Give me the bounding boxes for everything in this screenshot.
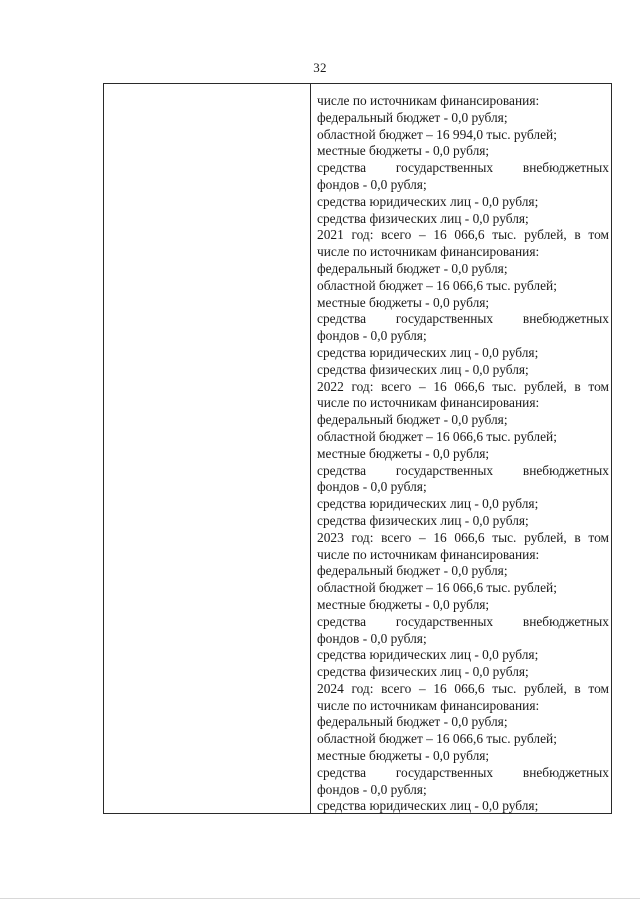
funding-line: областной бюджет – 16 066,6 тыс. рублей; <box>317 731 557 747</box>
funding-line: местные бюджеты - 0,0 рубля; <box>317 445 490 461</box>
funding-line: числе по источникам финансирования: <box>317 395 540 411</box>
funding-line: федеральный бюджет - 0,0 рубля; <box>317 412 508 428</box>
page-number: 32 <box>313 60 327 75</box>
funding-line: средства государственных внебюджетных <box>317 462 609 478</box>
funding-line: областной бюджет – 16 994,0 тыс. рублей; <box>317 126 557 142</box>
funding-line: областной бюджет – 16 066,6 тыс. рублей; <box>317 277 557 293</box>
funding-line: средства государственных внебюджетных <box>317 311 609 327</box>
funding-line: 2023 год: всего – 16 066,6 тыс. рублей, в том <box>317 529 609 545</box>
funding-line: федеральный бюджет - 0,0 рубля; <box>317 563 508 579</box>
funding-line: фондов - 0,0 рубля; <box>317 630 427 646</box>
funding-line: числе по источникам финансирования: <box>317 93 540 108</box>
funding-line: федеральный бюджет - 0,0 рубля; <box>317 109 508 125</box>
funding-line: средства физических лиц - 0,0 рубля; <box>317 512 529 528</box>
funding-line: числе по источникам финансирования: <box>317 697 540 713</box>
funding-line: 2021 год: всего – 16 066,6 тыс. рублей, в том <box>317 227 609 243</box>
funding-line: средства государственных внебюджетных <box>317 613 609 629</box>
funding-line: областной бюджет – 16 066,6 тыс. рублей; <box>317 580 557 596</box>
funding-line: средства физических лиц - 0,0 рубля; <box>317 361 529 377</box>
funding-line: средства юридических лиц - 0,0 рубля; <box>317 193 539 209</box>
funding-line: федеральный бюджет - 0,0 рубля; <box>317 260 508 276</box>
funding-line: 2022 год: всего – 16 066,6 тыс. рублей, в том <box>317 378 609 394</box>
funding-line: числе по источникам финансирования: <box>317 546 540 562</box>
funding-line: средства государственных внебюджетных <box>317 764 609 780</box>
funding-line: средства государственных внебюджетных <box>317 160 609 176</box>
funding-line: средства юридических лиц - 0,0 рубля; <box>317 647 539 663</box>
document-table <box>103 83 612 814</box>
funding-line: средства юридических лиц - 0,0 рубля; <box>317 344 539 360</box>
funding-line: местные бюджеты - 0,0 рубля; <box>317 294 490 310</box>
funding-line: фондов - 0,0 рубля; <box>317 781 427 797</box>
funding-line: федеральный бюджет - 0,0 рубля; <box>317 714 508 730</box>
funding-line: числе по источникам финансирования: <box>317 244 540 260</box>
funding-line: местные бюджеты - 0,0 рубля; <box>317 748 490 764</box>
funding-line: фондов - 0,0 рубля; <box>317 479 427 495</box>
page-bottom-edge <box>0 898 640 899</box>
table-cell-funding-details <box>311 84 611 813</box>
funding-line: областной бюджет – 16 066,6 тыс. рублей; <box>317 428 557 444</box>
funding-line: средства физических лиц - 0,0 рубля; <box>317 210 529 226</box>
funding-line: средства физических лиц - 0,0 рубля; <box>317 664 529 680</box>
funding-line: средства юридических лиц - 0,0 рубля; <box>317 496 539 512</box>
funding-line: местные бюджеты - 0,0 рубля; <box>317 596 490 612</box>
table-cell-left-empty <box>104 84 311 813</box>
funding-line: фондов - 0,0 рубля; <box>317 328 427 344</box>
funding-line: фондов - 0,0 рубля; <box>317 176 427 192</box>
funding-line: средства юридических лиц - 0,0 рубля; <box>317 798 539 813</box>
funding-line: 2024 год: всего – 16 066,6 тыс. рублей, в том <box>317 680 609 696</box>
funding-line: местные бюджеты - 0,0 рубля; <box>317 143 490 159</box>
